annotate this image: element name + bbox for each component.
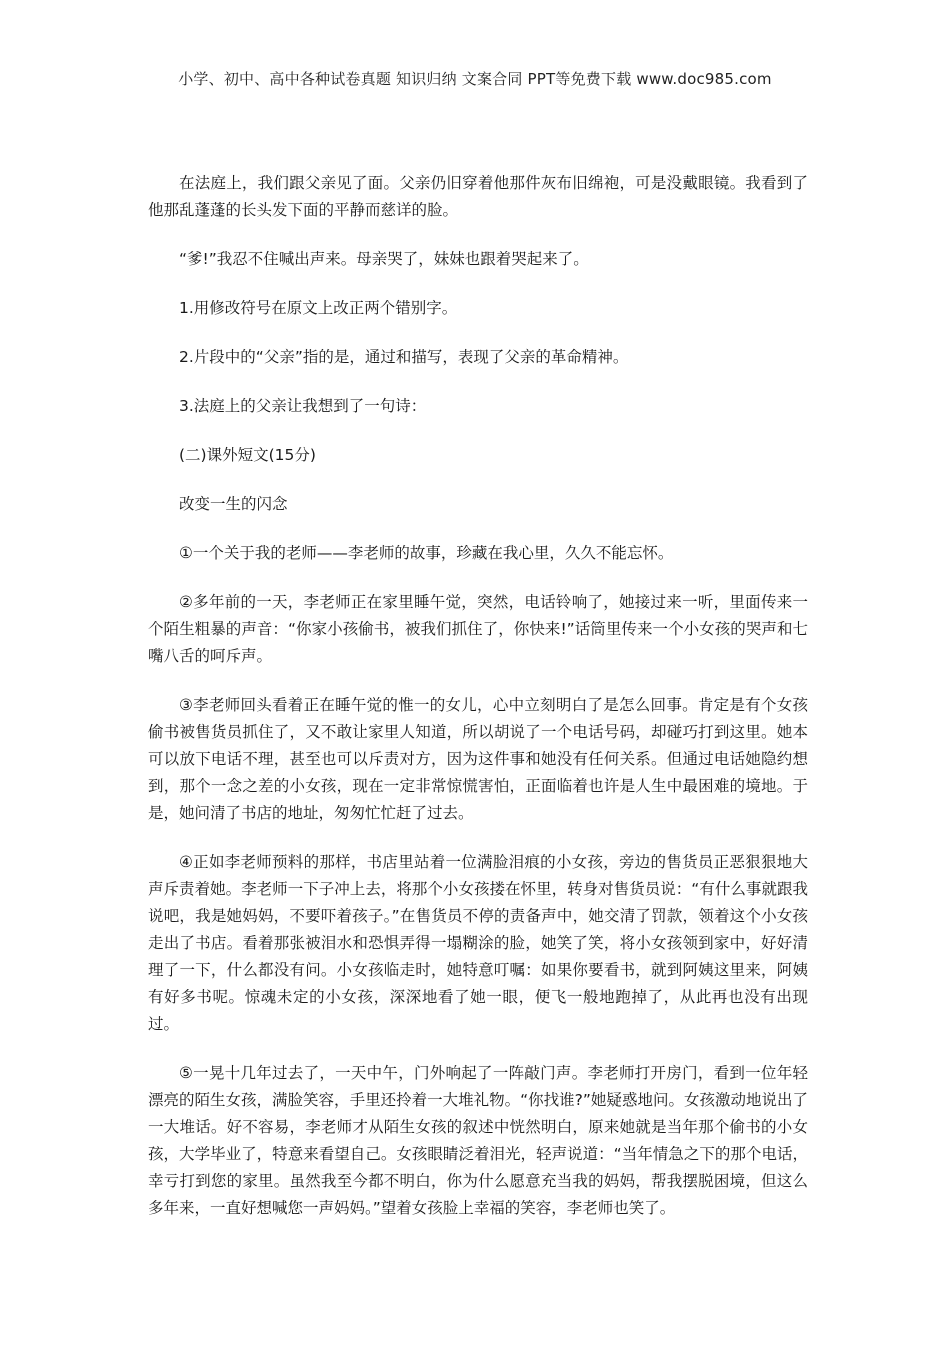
paragraph-dad-cry: “爹!”我忍不住喊出声来。母亲哭了，妹妹也跟着哭起来了。 [179,250,589,268]
article-title: 改变一生的闪念 [179,495,288,513]
article-paragraph-5: ⑤一晃十几年过去了，一天中午，门外响起了一阵敲门声。李老师打开房门，看到一位年轻漂亮的陌生女孩，满脸笑容，手里还拎着一大堆礼物。“你找谁?”她疑惑地问。女孩激动地说出了一大堆话。好不容易，李老师才从陌生女孩的叙述中恍然明白，原来她就是当年那个偷书的小女孩，大学毕业了，特意来看望自己。女孩眼睛泛着泪光，轻声说道：“当年情急之下的那个电话，幸亏打到您的家里。虽然我至今都不明白，你为什么愿意充当我的妈妈，帮我摆脱困境，但这么多年来，一直好想喊您一声妈妈。”望着女孩脸上幸福的笑容，李老师也笑了。 [148,1064,808,1217]
paragraph-court-scene: 在法庭上，我们跟父亲见了面。父亲仍旧穿着他那件灰布旧绵袍，可是没戴眼镜。我看到了他那乱蓬蓬的长头发下面的平静而慈详的脸。 [148,174,808,219]
question-2: 2.片段中的“父亲”指的是，通过和描写，表现了父亲的革命精神。 [179,348,629,366]
question-3: 3.法庭上的父亲让我想到了一句诗： [179,397,427,415]
document-body [148,170,808,1244]
question-1: 1.用修改符号在原文上改正两个错别字。 [179,299,458,317]
article-paragraph-2: ②多年前的一天，李老师正在家里睡午觉，突然，电话铃响了，她接过来一听，里面传来一个陌生粗暴的声音：“你家小孩偷书，被我们抓住了，你快来!”话筒里传来一个小女孩的哭声和七嘴八舌的呵斥声。 [148,593,808,665]
article-paragraph-1: ①一个关于我的老师——李老师的故事，珍藏在我心里，久久不能忘怀。 [179,544,674,562]
article-paragraph-3: ③李老师回头看着正在睡午觉的惟一的女儿，心中立刻明白了是怎么回事。肯定是有个女孩偷书被售货员抓住了，又不敢让家里人知道，所以胡说了一个电话号码，却碰巧打到这里。她本可以放下电话不理，甚至也可以斥责对方，因为这件事和她没有任何关系。但通过电话她隐约想到，那个一念之差的小女孩，现在一定非常惊慌害怕，正面临着也许是人生中最困难的境地。于是，她问清了书店的地址，匆匆忙忙赶了过去。 [148,696,808,822]
section-heading: (二)课外短文(15分) [179,446,316,464]
article-paragraph-4: ④正如李老师预料的那样，书店里站着一位满脸泪痕的小女孩，旁边的售货员正恶狠狠地大声斥责着她。李老师一下子冲上去，将那个小女孩搂在怀里，转身对售货员说：“有什么事就跟我说吧，我是她妈妈，不要吓着孩子。”在售货员不停的责备声中，她交清了罚款，领着这个小女孩走出了书店。看着那张被泪水和恐惧弄得一塌糊涂的脸，她笑了笑，将小女孩领到家中，好好清理了一下，什么都没有问。小女孩临走时，她特意叮嘱：如果你要看书，就到阿姨这里来，阿姨有好多书呢。惊魂未定的小女孩，深深地看了她一眼，便飞一般地跑掉了，从此再也没有出现过。 [148,853,808,1033]
page-header: 小学、初中、高中各种试卷真题 知识归纳 文案合同 PPT等免费下载 www.doc985.com [178,70,772,88]
